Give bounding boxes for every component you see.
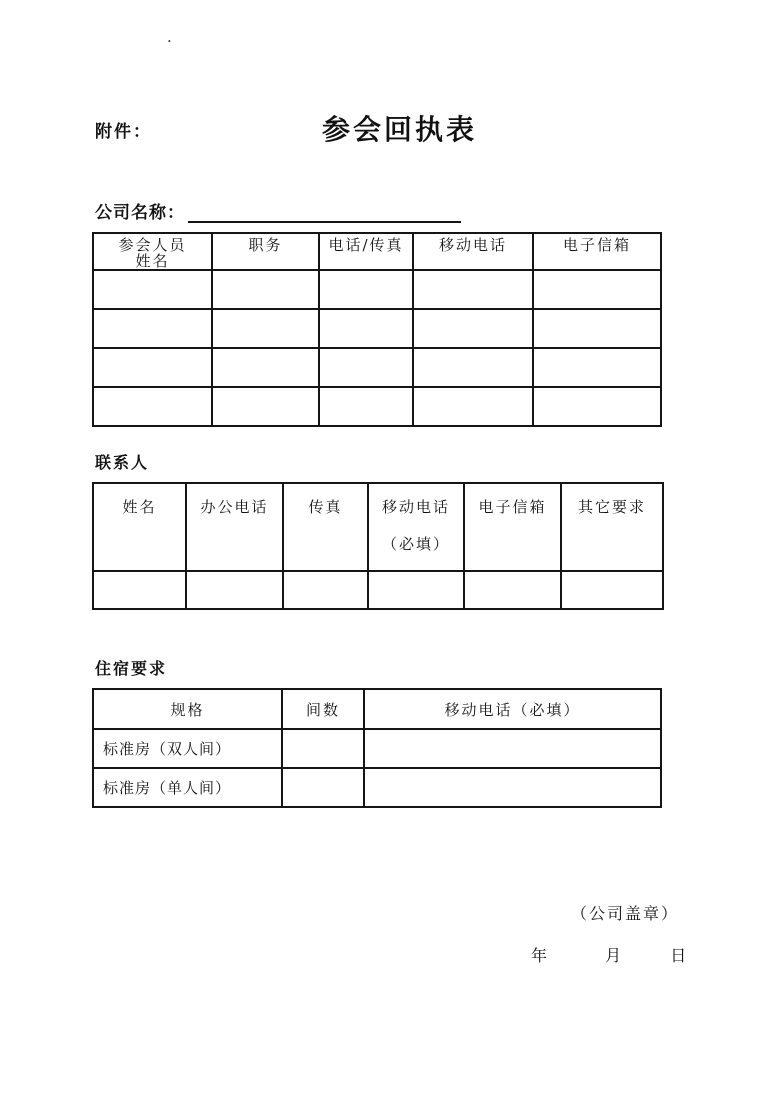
attendee-name-header-line2: 姓名	[135, 252, 170, 270]
attendee-name-header	[93, 233, 212, 270]
contact-empty-cell[interactable]	[186, 571, 283, 609]
attendee-empty-cell[interactable]	[413, 348, 533, 387]
contact-empty-cell[interactable]	[283, 571, 368, 609]
attendee-empty-cell[interactable]	[93, 387, 212, 426]
contact-name-header: 姓名	[93, 483, 186, 571]
email-header: 电子信箱	[533, 233, 661, 270]
contact-empty-cell[interactable]	[368, 571, 464, 609]
accommodation-row-single	[93, 768, 661, 807]
attendee-empty-cell[interactable]	[212, 348, 319, 387]
position-header: 职务	[212, 233, 319, 270]
attendee-empty-cell[interactable]	[413, 309, 533, 348]
attachment-label: 附件：	[95, 122, 152, 142]
attendee-empty-cell[interactable]	[413, 387, 533, 426]
accommodation-section-heading: 住宿要求	[95, 659, 168, 678]
attendee-header-row	[93, 233, 661, 270]
attendee-row	[93, 270, 661, 309]
attendee-empty-cell[interactable]	[413, 270, 533, 309]
attendee-table	[92, 232, 662, 427]
other-requirements-header: 其它要求	[561, 483, 663, 571]
attendee-empty-cell[interactable]	[212, 387, 319, 426]
standard-double-room-label: 标准房（双人间）	[93, 729, 282, 768]
contact-table	[92, 482, 664, 610]
attendee-empty-cell[interactable]	[533, 348, 661, 387]
attendee-empty-cell[interactable]	[212, 309, 319, 348]
attendee-empty-cell[interactable]	[319, 270, 413, 309]
company-seal-label: （公司盖章）	[571, 904, 680, 923]
accommodation-table	[92, 688, 662, 808]
attendee-empty-cell[interactable]	[533, 270, 661, 309]
stray-dot-mark: .	[167, 28, 172, 46]
year-label: 年	[531, 946, 548, 965]
room-count-header: 间数	[282, 689, 364, 729]
attendee-row	[93, 309, 661, 348]
accommodation-mobile-header: 移动电话（必填）	[364, 689, 661, 729]
contact-email-header: 电子信箱	[464, 483, 561, 571]
mobile-header: 移动电话	[413, 233, 533, 270]
standard-single-room-label: 标准房（单人间）	[93, 768, 282, 807]
contact-mobile-header-line1: 移动电话	[381, 498, 450, 516]
attendee-empty-cell[interactable]	[93, 270, 212, 309]
day-label: 日	[670, 946, 687, 965]
attendee-empty-cell[interactable]	[319, 387, 413, 426]
accommodation-row-double	[93, 729, 661, 768]
phone-fax-header: 电话/传真	[319, 233, 413, 270]
contact-header-row	[93, 483, 663, 571]
page-title: 参会回执表	[322, 113, 478, 146]
date-line	[531, 943, 686, 966]
spec-header: 规格	[93, 689, 282, 729]
contact-mobile-required-note: （必填）	[381, 535, 450, 553]
attendee-empty-cell[interactable]	[319, 309, 413, 348]
attendee-empty-cell[interactable]	[319, 348, 413, 387]
accommodation-empty-cell[interactable]	[364, 729, 661, 768]
attendee-empty-cell[interactable]	[533, 387, 661, 426]
contact-empty-cell[interactable]	[93, 571, 186, 609]
contact-section-heading: 联系人	[95, 453, 150, 472]
contact-empty-cell[interactable]	[464, 571, 561, 609]
attendee-name-header-line1: 参会人员	[118, 236, 187, 254]
company-name-blank-field[interactable]	[188, 200, 461, 223]
fax-header: 传真	[283, 483, 368, 571]
month-label: 月	[605, 946, 622, 965]
contact-mobile-header	[368, 483, 464, 571]
attendee-row	[93, 348, 661, 387]
contact-empty-cell[interactable]	[561, 571, 663, 609]
office-phone-header: 办公电话	[186, 483, 283, 571]
attendee-empty-cell[interactable]	[93, 309, 212, 348]
accommodation-empty-cell[interactable]	[282, 729, 364, 768]
contact-row	[93, 571, 663, 609]
accommodation-empty-cell[interactable]	[282, 768, 364, 807]
accommodation-header-row	[93, 689, 661, 729]
accommodation-empty-cell[interactable]	[364, 768, 661, 807]
attendee-empty-cell[interactable]	[533, 309, 661, 348]
attendee-empty-cell[interactable]	[212, 270, 319, 309]
attendee-empty-cell[interactable]	[93, 348, 212, 387]
company-name-label: 公司名称：	[95, 203, 185, 223]
attendee-row	[93, 387, 661, 426]
